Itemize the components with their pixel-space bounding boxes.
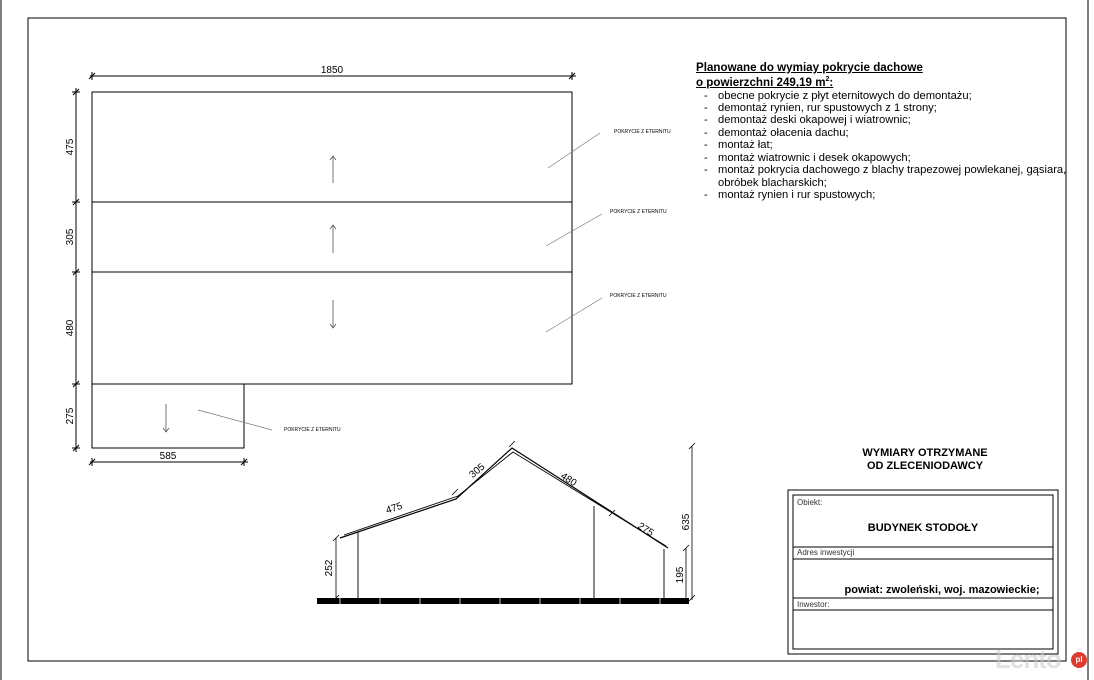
- section-label-480: 480: [558, 470, 579, 490]
- received-dimensions-note: WYMIARY OTRZYMANE OD ZLECENIODAWCY: [862, 447, 988, 472]
- roof-label-4: POKRYCIE Z ETERNITU: [284, 427, 341, 433]
- object-label: Obiekt:: [797, 498, 823, 507]
- investor-label: Inwestor:: [797, 600, 830, 609]
- dim-left-label-2: 305: [65, 228, 76, 246]
- description-title: Planowane do wymiay pokrycie dachowe o powierzchni 249,19 $m^2$:: [696, 61, 923, 90]
- dim-bottom-label: 585: [159, 451, 177, 462]
- slope-arrows: [163, 156, 336, 432]
- roof-profile-inner: [344, 452, 666, 546]
- title-block-outer: [788, 490, 1058, 654]
- watermark-text: Lento: [995, 644, 1061, 674]
- section-label-252: 252: [324, 559, 335, 577]
- section-label-475: 475: [384, 500, 404, 517]
- list-item: - demontaż rynien, rur spustowych z 1 strony;: [696, 102, 1076, 114]
- cross-section: [317, 441, 695, 604]
- slope-arrow-icon: [163, 404, 169, 432]
- section-label-305: 305: [467, 461, 488, 481]
- description-list: [696, 90, 1076, 202]
- list-item: - montaż rynien i rur spustowych;: [696, 189, 1076, 201]
- list-item: - montaż pokrycia dachowego z blachy trapezowej powlekanej, gąsiara, obróbek blacharskich;: [696, 164, 1076, 189]
- roof-label-1: POKRYCIE Z ETERNITU: [614, 129, 671, 135]
- address-value: powiat: zwoleński, woj. mazowieckie;: [844, 584, 1040, 596]
- plan-outline-main: [92, 92, 572, 384]
- list-item: - demontaż deski okapowej i wiatrownic;: [696, 114, 1076, 126]
- leader-lines: [198, 133, 602, 430]
- slope-arrow-icon: [330, 225, 336, 253]
- slope-arrow-icon: [330, 300, 336, 328]
- section-label-195: 195: [675, 566, 686, 584]
- watermark-badge-icon: pl: [1071, 652, 1087, 668]
- list-item: - montaż łat;: [696, 139, 1076, 151]
- object-value: BUDYNEK STODOŁY: [867, 522, 979, 534]
- address-label: Adres inwestycji: [797, 548, 855, 557]
- roof-label-2: POKRYCIE Z ETERNITU: [610, 209, 667, 215]
- list-item: - obecne pokrycie z płyt eternitowych do demontażu;: [696, 90, 1076, 102]
- roof-label-3: POKRYCIE Z ETERNITU: [610, 293, 667, 299]
- slope-arrow-icon: [330, 156, 336, 183]
- ground-line: [317, 598, 689, 604]
- dim-left-label-1: 475: [65, 138, 76, 156]
- dim-left-label-4: 275: [65, 407, 76, 425]
- description: [696, 62, 1076, 201]
- roof-plan: [72, 72, 576, 466]
- section-label-635: 635: [681, 513, 692, 531]
- roof-profile-outer: [340, 448, 668, 548]
- dim-top-label: 1850: [320, 65, 344, 76]
- section-label-275: 275: [635, 520, 656, 540]
- list-item: - demontaż ołacenia dachu;: [696, 127, 1076, 139]
- dim-left-label-3: 480: [65, 319, 76, 337]
- title-block: [788, 490, 1058, 654]
- title-block-inner: [793, 495, 1053, 649]
- lento-watermark: [995, 644, 1091, 674]
- list-item: - montaż wiatrownic i desek okapowych;: [696, 152, 1076, 164]
